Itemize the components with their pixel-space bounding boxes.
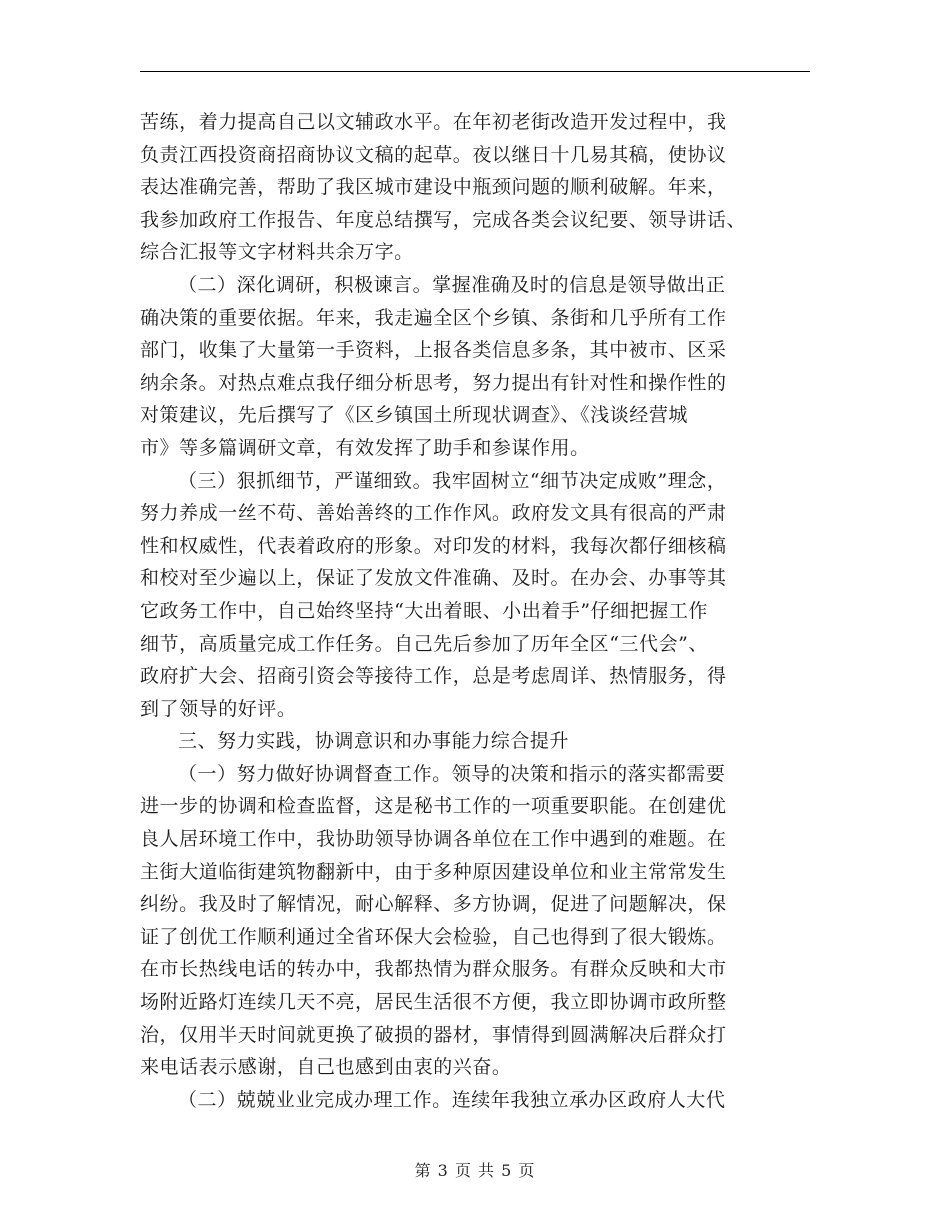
text-line: 主街大道临街建筑物翻新中，由于多种原因建设单位和业主常常发生 [140,860,727,883]
text-line: 场附近路灯连续几天不亮，居民生活很不方便，我立即协调市政所整 [140,991,727,1014]
text-line: 纠纷。我及时了解情况，耐心解释、多方协调，促进了问题解决，保 [140,893,727,916]
text-line: 它政务工作中，自己始终坚持“大出着眼、小出着手”仔细把握工作 [140,599,708,622]
text-line: 和校对至少遍以上，保证了发放文件准确、及时。在办会、办事等其 [140,567,727,590]
text-line: 我参加政府工作报告、年度总结撰写，完成各类会议纪要、领导讲话、 [140,208,747,231]
text-line: （一）努力做好协调督查工作。领导的决策和指示的落实都需要 [178,762,726,785]
text-line: 对策建议，先后撰写了《区乡镇国土所现状调查》、《浅谈经营城 [140,404,688,427]
text-line: 来电话表示感谢，自己也感到由衷的兴奋。 [140,1056,512,1079]
text-line: （三）狠抓细节，严谨细致。我牢固树立“细节决定成败”理念， [178,469,727,492]
text-line: 确决策的重要依据。年来，我走遍全区个乡镇、条街和几乎所有工作 [140,306,727,329]
text-line: 表达准确完善，帮助了我区城市建设中瓶颈问题的顺利破解。年来， [140,176,727,199]
text-line: 治，仅用半天时间就更换了破损的器材，事情得到圆满解决后群众打 [140,1023,727,1046]
text-line: 努力养成一丝不苟、善始善终的工作作风。政府发文具有很高的严肃 [140,502,727,525]
text-line: 进一步的协调和检查监督，这是秘书工作的一项重要职能。在创建优 [140,795,727,818]
text-line: 性和权威性，代表着政府的形象。对印发的材料，我每次都仔细核稿 [140,534,727,557]
text-line: 细节，高质量完成工作任务。自己先后参加了历年全区“三代会”、 [140,632,708,655]
text-line: （二）深化调研，积极谏言。掌握准确及时的信息是领导做出正 [178,273,726,296]
text-line: 负责江西投资商招商协议文稿的起草。夜以继日十几易其稿，使协议 [140,143,727,166]
text-line: 政府扩大会、招商引资会等接待工作，总是考虑周详、热情服务，得 [140,665,727,688]
text-line: 综合汇报等文字材料共余万字。 [140,241,414,264]
text-line: 到了领导的好评。 [140,697,297,720]
text-line: 在市长热线电话的转办中，我都热情为群众服务。有群众反映和大市 [140,958,727,981]
text-line: 苦练，着力提高自己以文辅政水平。在年初老街改造开发过程中，我 [140,111,727,133]
header-rule [140,71,810,72]
text-line: 三、努力实践，协调意识和办事能力综合提升 [178,730,570,753]
text-line: 市》等多篇调研文章，有效发挥了助手和参谋作用。 [140,436,590,459]
text-line: 良人居环境工作中，我协助领导协调各单位在工作中遇到的难题。在 [140,828,727,851]
text-line: （二）兢兢业业完成办理工作。连续年我独立承办区政府人大代 [178,1088,726,1111]
page-number: 第 3 页 共 5 页 [414,1161,536,1180]
text-line: 部门，收集了大量第一手资料，上报各类信息多条，其中被市、区采 [140,339,727,362]
document-body [140,106,810,1116]
text-line: 证了创优工作顺利通过全省环保大会检验，自己也得到了很大锻炼。 [140,925,727,948]
text-line: 纳余条。对热点难点我仔细分析思考，努力提出有针对性和操作性的 [140,371,727,394]
